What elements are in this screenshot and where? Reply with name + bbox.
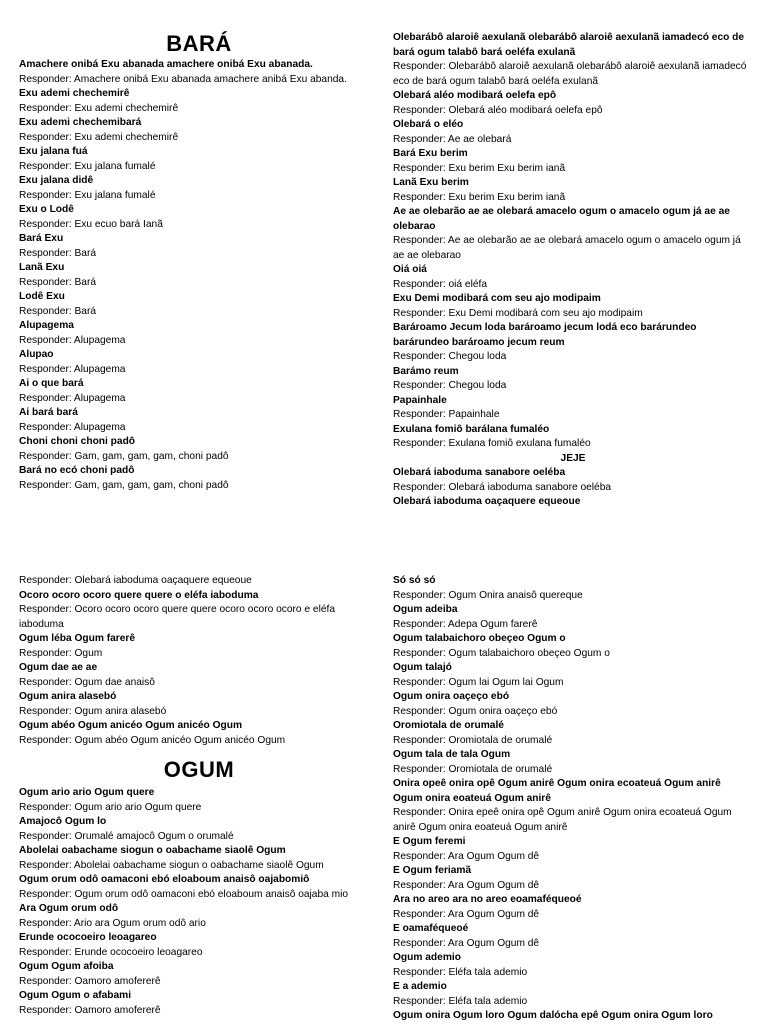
chant-response-line: Responder: Bará bbox=[19, 276, 97, 288]
chant-call-line: Ogum léba Ogum farerê bbox=[19, 633, 136, 644]
chant-response-line: Responder: Ogum talabaichoro obeçeo Ogum o bbox=[393, 647, 610, 659]
chant-call-line: Bará Exu berim bbox=[393, 148, 468, 159]
chant-response-line: Responder: Onira epeê onira opê Ogum anirê Ogum onira ecoateuá Ogum anirê Ogum onira eoateuá Ogum anirê bbox=[393, 807, 732, 833]
chant-call-line: Bará no ecó choni padô bbox=[19, 465, 135, 476]
chant-call-line: Alupagema bbox=[19, 320, 74, 331]
chant-response-line: Responder: Ogum abéo Ogum anicéo Ogum anicéo Ogum bbox=[19, 734, 286, 746]
chant-response-line: Responder: Bará bbox=[19, 247, 97, 259]
chant-response-line: Responder: Amachere onibá Exu abanada amachere anibá Exu abanda. bbox=[19, 73, 347, 85]
chant-response-line: Responder: Erunde ococoeiro leoagareo bbox=[19, 946, 203, 958]
chant-response-line: Responder: Ara Ogum Ogum dê bbox=[393, 908, 540, 920]
chant-response-line: Responder: Abolelai oabachame siogun o oabachame siaolê Ogum bbox=[19, 859, 324, 871]
chant-response-line: Responder: Olebará iaboduma sanabore oeléba bbox=[393, 481, 612, 493]
chant-response-line: Responder: Alupagema bbox=[19, 392, 126, 404]
page-column-bottom-left bbox=[19, 574, 379, 1018]
chant-call-line: E Ogum feremi bbox=[393, 836, 466, 847]
chant-response-line: Responder: Exu ademi chechemirê bbox=[19, 102, 179, 114]
chant-response-line: Responder: Ocoro ocoro ocoro quere quere ocoro ocoro ocoro e eléfa iaboduma bbox=[19, 604, 336, 630]
chant-response-line: Responder: Ogum anira alasebó bbox=[19, 705, 167, 717]
chant-call-line: Onira opeê onira opê Ogum anirê Ogum onira ecoateuá Ogum anirê Ogum onira eoateuá Ogum anirê bbox=[393, 778, 721, 804]
chant-call-line: Lanã Exu bbox=[19, 262, 65, 273]
chant-response-line: Responder: Oamoro amofererê bbox=[19, 975, 161, 987]
chant-call-line: E Ogum feriamã bbox=[393, 865, 472, 876]
chant-call-line: Ogum tala de tala Ogum bbox=[393, 749, 511, 760]
chant-call-line: Papainhale bbox=[393, 394, 447, 406]
chant-response-line: Responder: Exu jalana fumalé bbox=[19, 160, 156, 172]
chant-call-line: Ogum abéo Ogum anicéo Ogum anicéo Ogum bbox=[19, 720, 243, 731]
chant-response-line: Responder: Eléfa tala ademio bbox=[393, 966, 528, 978]
chant-response-line: Responder: Orumalé amajocô Ogum o orumalé bbox=[19, 830, 234, 842]
chant-call-line: Amachere onibá Exu abanada amachere onibá Exu abanada. bbox=[19, 59, 313, 70]
chant-response-line: Responder: Ara Ogum Ogum dê bbox=[393, 850, 540, 862]
chant-call-line: Alupao bbox=[19, 349, 54, 360]
chant-call-line: Ogum anira alasebó bbox=[19, 691, 117, 702]
chant-call-line: Ogum Ogum afoiba bbox=[19, 961, 114, 972]
chant-response-line: Responder: Ae ae olebará bbox=[393, 133, 512, 145]
chant-call-line: Exu Demi modibará com seu ajo modipaim bbox=[393, 293, 601, 304]
chant-call-line: Lodê Exu bbox=[19, 291, 65, 302]
chant-call-line: Ogum orum odô oamaconi ebó eloaboum anaisô oajabomiô bbox=[19, 874, 310, 885]
chant-call-line: Exu jalana fuá bbox=[19, 146, 88, 157]
chant-response-line: Responder: Exulana fomiô exulana fumaléo bbox=[393, 438, 591, 449]
chant-response-line: Responder: Olebará iaboduma oaçaquere equeoue bbox=[19, 575, 252, 586]
chant-response-line: Responder: Ogum Onira anaisô quereque bbox=[393, 589, 583, 601]
chant-call-line: E oamaféqueoé bbox=[393, 923, 469, 934]
chant-response-line: Responder: Ae ae olebarão ae ae olebará amacelo ogum o amacelo ogum já ae ae olebarao bbox=[393, 235, 741, 261]
chant-call-line: Exulana fomiô barálana fumaléo bbox=[393, 423, 550, 435]
chant-response-line: Responder: Exu ademi chechemirê bbox=[19, 131, 179, 143]
chant-call-line: Abolelai oabachame siogun o oabachame siaolê Ogum bbox=[19, 845, 286, 856]
chant-response-line: Responder: Chegou loda bbox=[393, 351, 507, 362]
chant-response-line: Responder: Gam, gam, gam, gam, choni padô bbox=[19, 479, 229, 491]
section-title-bara: BARÁ bbox=[166, 31, 232, 56]
chant-response-line: Responder: Exu berim Exu berim ianã bbox=[393, 191, 566, 203]
chant-call-line: E a ademio bbox=[393, 981, 447, 992]
page-column-top-right bbox=[393, 31, 753, 510]
chant-response-line: Responder: oiá eléfa bbox=[393, 278, 488, 290]
chant-call-line: Ogum talajó bbox=[393, 662, 452, 673]
chant-response-line: Responder: Alupagema bbox=[19, 421, 126, 433]
chant-call-line: Ogum onira oaçeço ebó bbox=[393, 691, 510, 702]
chant-call-line: Ogum Ogum o afabami bbox=[19, 990, 132, 1001]
verse-list bbox=[19, 58, 379, 493]
chant-call-line: Olebará aléo modibará oelefa epô bbox=[393, 90, 557, 101]
chant-response-line: Responder: Ogum orum odô oamaconi ebó eloaboum anaisô oajaba mio bbox=[19, 888, 349, 900]
chant-call-line: Erunde ococoeiro leoagareo bbox=[19, 932, 157, 943]
chant-response-line: Responder: Ogum lai Ogum lai Ogum bbox=[393, 676, 564, 688]
chant-response-line: Responder: Ogum onira oaçeço ebó bbox=[393, 705, 558, 717]
chant-call-line: Bará Exu bbox=[19, 233, 64, 244]
chant-response-line: Responder: Ogum bbox=[19, 647, 103, 659]
chant-response-line: Responder: Ario ara Ogum orum odô ario bbox=[19, 917, 206, 929]
chant-response-line: Responder: Exu Demi modibará com seu ajo modipaim bbox=[393, 307, 643, 319]
chant-call-line: Ai o que bará bbox=[19, 378, 84, 389]
chant-call-line: Exu o Lodê bbox=[19, 204, 74, 215]
chant-response-line: Responder: Exu ecuo bará Ianã bbox=[19, 218, 163, 230]
subsection-heading: JEJE bbox=[560, 452, 586, 464]
chant-call-line: Ara no areo ara no areo eoamaféqueoé bbox=[393, 894, 582, 905]
chant-call-line: Ogum ademio bbox=[393, 952, 461, 963]
chant-response-line: Responder: Alupagema bbox=[19, 334, 126, 346]
chant-call-line: Barároamo Jecum loda barároamo jecum lodá eco barárundeo barárundeo barároamo jecum reum bbox=[393, 322, 697, 348]
chant-call-line: Ara Ogum orum odô bbox=[19, 903, 119, 914]
chant-call-line: Exu ademi chechemibará bbox=[19, 117, 142, 128]
chant-response-line: Responder: Ogum dae anaisô bbox=[19, 676, 155, 688]
chant-call-line: Amajocô Ogum lo bbox=[19, 816, 107, 827]
chant-response-line: Responder: Olebará aléo modibará oelefa epô bbox=[393, 104, 603, 116]
chant-response-line: Responder: Gam, gam, gam, gam, choni padô bbox=[19, 450, 229, 462]
chant-call-line: Só só só bbox=[393, 575, 436, 586]
chant-call-line: Exu jalana didê bbox=[19, 175, 94, 186]
chant-response-line: Responder: Ara Ogum Ogum dê bbox=[393, 937, 540, 949]
chant-call-line: Choni choni choni padô bbox=[19, 436, 136, 447]
chant-response-line: Responder: Eléfa tala ademio bbox=[393, 995, 528, 1007]
chant-call-line: Ai bará bará bbox=[19, 407, 78, 418]
chant-call-line: Lanã Exu berim bbox=[393, 177, 469, 188]
chant-call-line: Ogum ario ario Ogum quere bbox=[19, 787, 155, 798]
chant-call-line: Olebará iaboduma sanabore oeléba bbox=[393, 467, 566, 478]
chant-call-line: Ogum talabaichoro obeçeo Ogum o bbox=[393, 633, 566, 644]
chant-response-line: Responder: Chegou loda bbox=[393, 380, 507, 391]
chant-response-line: Responder: Exu berim Exu berim ianã bbox=[393, 162, 566, 174]
page-column-bottom-right bbox=[393, 574, 753, 1024]
verse-list bbox=[19, 574, 379, 748]
chant-response-line: Responder: Olebarábô alaroiê aexulanã olebarábô alaroiê aexulanã iamadecó eco de bará ogum talabô bará oeléfa exulanã bbox=[393, 61, 747, 87]
chant-call-line: Olebará o eléo bbox=[393, 119, 464, 130]
page-column-top-left bbox=[19, 30, 379, 493]
section-title-ogum: OGUM bbox=[163, 757, 235, 782]
chant-call-line: Ogum adeiba bbox=[393, 604, 458, 615]
chant-call-line: Oiá oiá bbox=[393, 264, 427, 275]
chant-call-line: Ae ae olebarão ae ae olebará amacelo ogum o amacelo ogum já ae ae olebarao bbox=[393, 206, 730, 232]
chant-call-line: Barámo reum bbox=[393, 365, 459, 377]
chant-call-line: Exu ademi chechemirê bbox=[19, 88, 130, 99]
chant-call-line: Olebarábô alaroiê aexulanã olebarábô alaroiê aexulanã iamadecó eco de bará ogum talabô bará oeléfa exulanã bbox=[393, 32, 745, 58]
chant-response-line: Responder: Oromiotala de orumalé bbox=[393, 763, 553, 775]
chant-response-line: Responder: Alupagema bbox=[19, 363, 126, 375]
chant-response-line: Responder: Oamoro amofererê bbox=[19, 1004, 161, 1016]
verse-list bbox=[19, 786, 379, 1018]
chant-call-line: Ocoro ocoro ocoro quere quere o eléfa iaboduma bbox=[19, 589, 259, 601]
chant-response-line: Responder: Ogum ario ario Ogum quere bbox=[19, 801, 202, 813]
verse-list bbox=[393, 31, 753, 510]
chant-response-line: Responder: Oromiotala de orumalé bbox=[393, 734, 553, 746]
chant-response-line: Responder: Bará bbox=[19, 305, 97, 317]
chant-call-line: Olebará iaboduma oaçaquere equeoue bbox=[393, 496, 581, 507]
chant-response-line: Responder: Papainhale bbox=[393, 409, 500, 420]
verse-list bbox=[393, 574, 753, 1024]
chant-call-line: Ogum dae ae ae bbox=[19, 662, 98, 673]
chant-call-line: Ogum onira Ogum loro Ogum dalócha epê Ogum onira Ogum loro bbox=[393, 1010, 713, 1021]
chant-call-line: Oromiotala de orumalé bbox=[393, 720, 504, 731]
chant-response-line: Responder: Adepa Ogum farerê bbox=[393, 618, 538, 630]
chant-response-line: Responder: Ara Ogum Ogum dê bbox=[393, 879, 540, 891]
chant-response-line: Responder: Exu jalana fumalé bbox=[19, 189, 156, 201]
